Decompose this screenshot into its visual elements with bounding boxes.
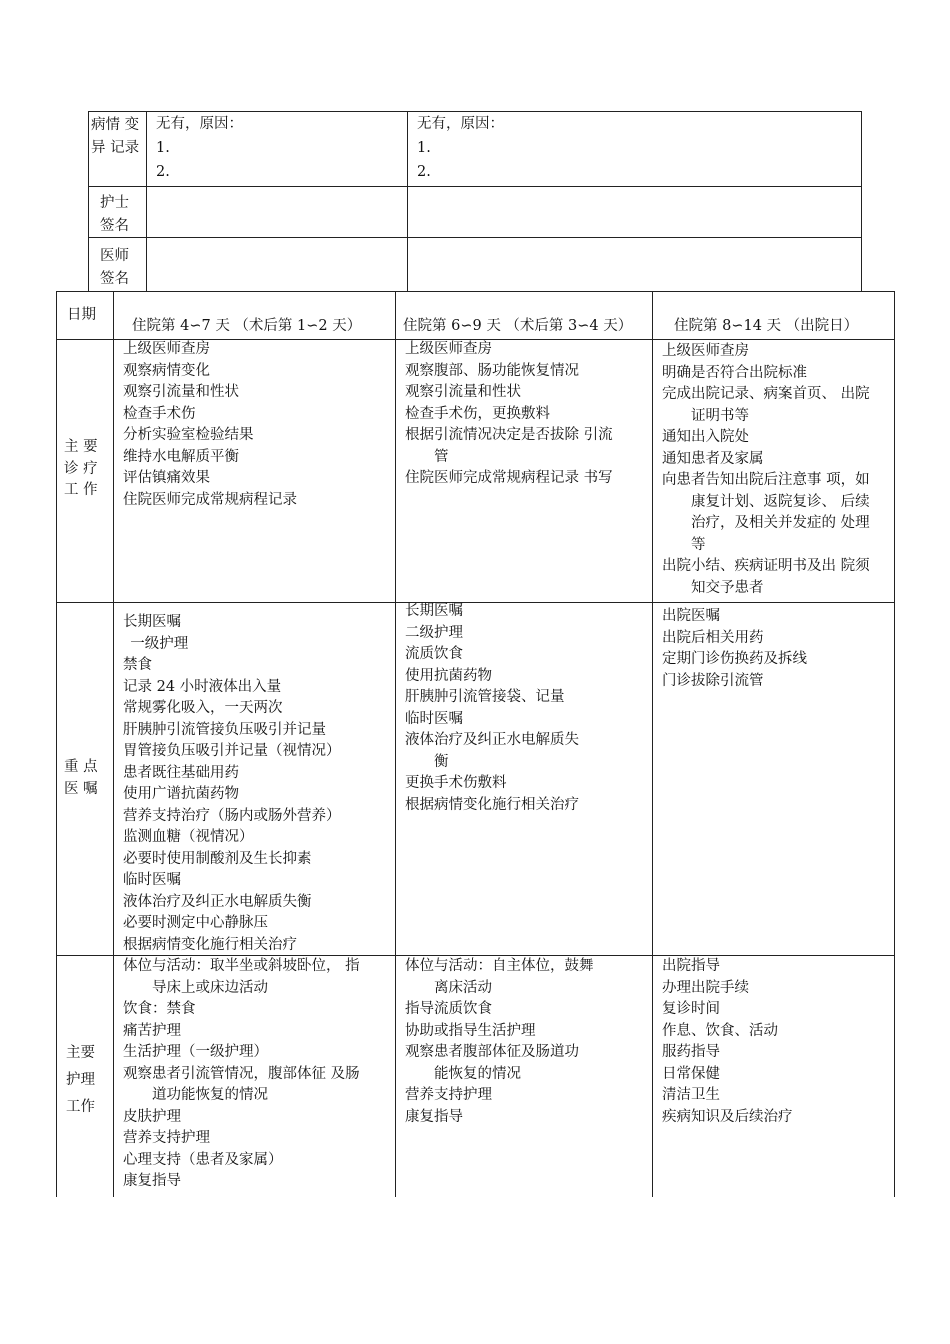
- variance-label: 病情 变 异 记录: [91, 117, 140, 156]
- top-table-border-right: [861, 111, 862, 291]
- nurse-sign-label: 护士 签名: [100, 195, 129, 234]
- orders-col2: 长期医嘱 二级护理 流质饮食 使用抗菌药物 肝胰肿引流管接袋、记量 临时医嘱 液体治疗及纠正水电解质失 衡 更换手术伤敷料 根据病情变化施行相关治疗: [405, 603, 579, 813]
- main-table-col-divider-3: [652, 291, 653, 1197]
- top-table-col-divider-2: [407, 111, 408, 291]
- nursing-col3: 出院指导 办理出院手续 复诊时间 作息、饮食、活动 服药指导 日常保健 清洁卫生 疾病知识及后续治疗: [662, 958, 793, 1125]
- orders-col1: 长期医嘱 一级护理 禁食 记录 24 小时液体出入量 常规雾化吸入，一天两次 肝胰肿引流管接负压吸引并记量 胃管接负压吸引并记量（视情况） 患者既往基础用药 使用广谱抗菌药物 营养支持治疗（肠内或肠外营养） 监测血糖（视情况） 必要时使用制酸剂及生长抑素 临时医嘱 液体治疗及纠正水电解质失衡 必要时测定中心静脉压 根据病情变化施行相关治疗: [123, 614, 341, 953]
- main-table-col-divider-2: [395, 291, 396, 1197]
- main-table-col-divider-1: [113, 291, 114, 1197]
- variance-col2: 无有，原因： 1. 2.: [417, 116, 504, 180]
- diagnosis-col1: 上级医师查房 观察病情变化 观察引流量和性状 检查手术伤 分析实验室检验结果 维持水电解质平衡 评估镇痛效果 住院医师完成常规病程记录: [123, 341, 297, 508]
- nursing-col2: 体位与活动：自主体位，鼓舞 离床活动 指导流质饮食 协助或指导生活护理 观察患者腹部体征及肠道功 能恢复的情况 营养支持护理 康复指导: [405, 958, 594, 1125]
- top-table-border-left: [88, 111, 89, 291]
- main-table-border-left: [56, 291, 57, 1197]
- main-table-border-right: [894, 291, 895, 1197]
- diagnosis-col3: 上级医师查房 明确是否符合出院标准 完成出院记录、病案首页、 出院 证明书等 通知出入院处 通知患者及家属 向患者告知出院后注意事 项，如 康复计划、返院复诊、 后续 治疗，及相关并发症的 处理 等 出院小结、疾病证明书及出 院须 知交予患者: [662, 343, 870, 596]
- header-day4-7: 住院第 4∽7 天 （术后第 1∽2 天）: [132, 318, 362, 334]
- diagnosis-col2: 上级医师查房 观察腹部、肠功能恢复情况 观察引流量和性状 检查手术伤，更换敷料 根据引流情况决定是否拔除 引流 管 住院医师完成常规病程记录 书写: [405, 341, 613, 486]
- variance-col1: 无有，原因： 1. 2.: [156, 116, 243, 180]
- main-table-border-top: [56, 291, 895, 292]
- header-day8-14: 住院第 8∽14 天 （出院日）: [674, 318, 859, 334]
- date-label: 日期: [67, 307, 96, 323]
- top-table-divider-1: [88, 186, 862, 187]
- row-label-orders: 重 点 医 嘱: [64, 759, 98, 797]
- doctor-sign-label: 医师 签名: [100, 248, 129, 287]
- row-label-nursing: 主要 护理 工作: [66, 1045, 95, 1115]
- row-label-diagnosis: 主 要 诊 疗 工 作: [64, 439, 98, 498]
- top-table-col-divider-1: [146, 111, 147, 291]
- header-day6-9: 住院第 6∽9 天 （术后第 3∽4 天）: [403, 318, 633, 334]
- orders-col3: 出院医嘱 出院后相关用药 定期门诊伤换药及拆线 门诊拔除引流管: [662, 608, 807, 689]
- top-table-divider-2: [88, 237, 862, 238]
- nursing-col1: 体位与活动：取半坐或斜坡卧位， 指 导床上或床边活动 饮食：禁食 痛苦护理 生活护理（一级护理） 观察患者引流管情况，腹部体征 及肠 道功能恢复的情况 皮肤护理 营养支持护理 心理支持（患者及家属） 康复指导: [123, 958, 360, 1189]
